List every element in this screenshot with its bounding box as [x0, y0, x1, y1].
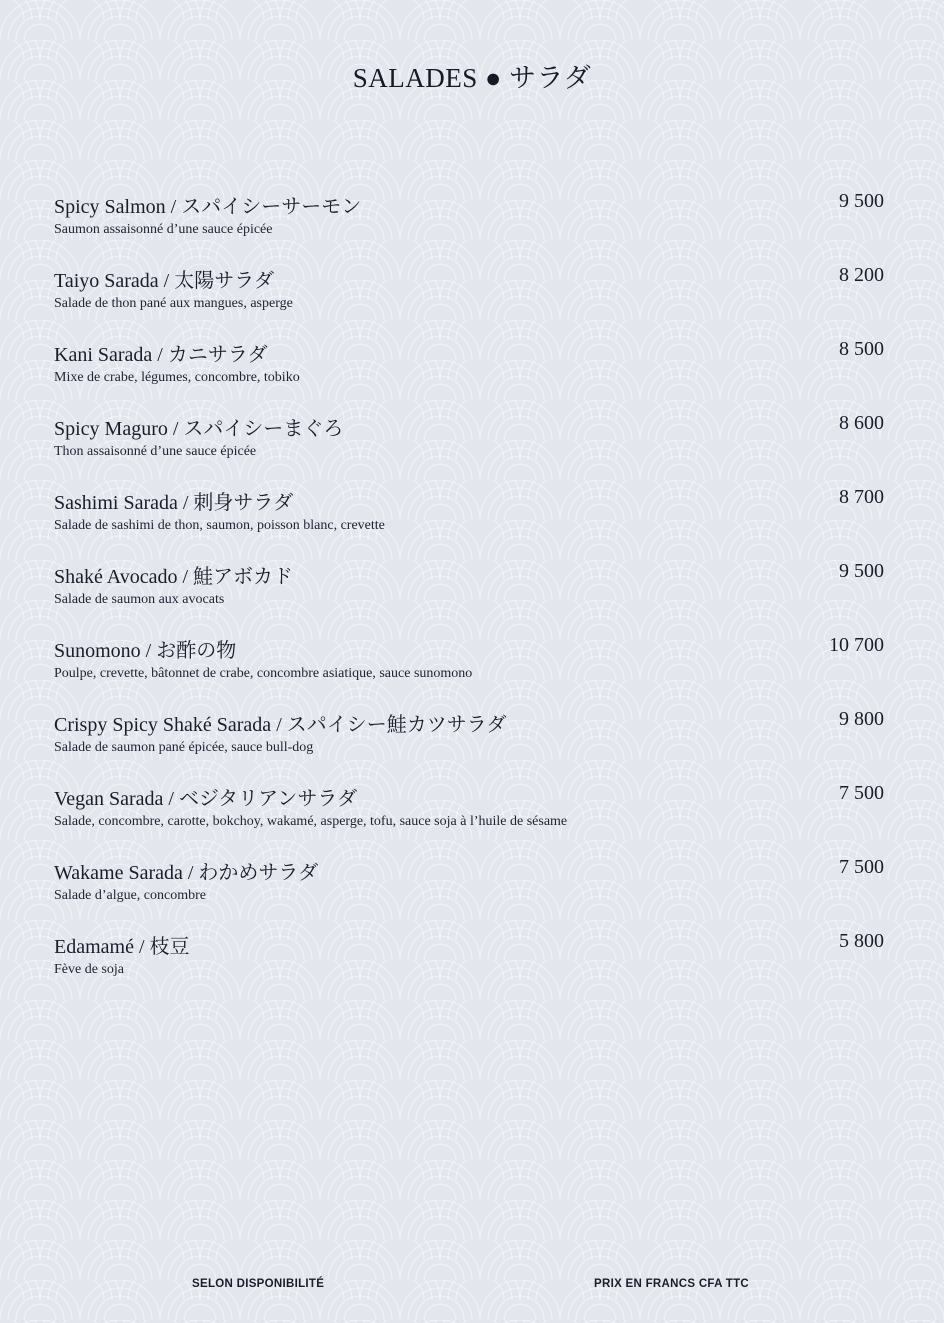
item-price: 9 500 [839, 190, 884, 212]
item-name: Sunomono / お酢の物 [54, 640, 237, 662]
menu-item [54, 782, 884, 856]
item-price: 8 200 [839, 264, 884, 286]
item-name: Spicy Maguro / スパイシーまぐろ [54, 418, 344, 440]
item-price: 8 700 [839, 486, 884, 508]
page-title: SALADES ● サラダ [352, 63, 592, 93]
item-description: Mixe de crabe, légumes, concombre, tobiko [54, 370, 300, 385]
menu-item [54, 486, 884, 560]
item-price: 9 500 [839, 560, 884, 582]
item-name: Crispy Spicy Shaké Sarada / スパイシー鮭カツサラダ [54, 714, 507, 736]
item-name: Taiyo Sarada / 太陽サラダ [54, 270, 275, 292]
item-description: Salade d’algue, concombre [54, 888, 206, 903]
item-description: Salade, concombre, carotte, bokchoy, wakamé, asperge, tofu, sauce soja à l’huile de sésame [54, 814, 568, 829]
availability-note: SELON DISPONIBILITÉ [192, 1278, 325, 1290]
item-price: 7 500 [839, 856, 884, 878]
menu-item [54, 634, 884, 708]
menu-item [54, 930, 884, 1004]
item-description: Thon assaisonné d’une sauce épicée [54, 444, 257, 459]
item-name: Shaké Avocado / 鮭アボカド [54, 566, 294, 588]
menu-list [54, 190, 884, 1004]
menu-item [54, 338, 884, 412]
item-price: 9 800 [839, 708, 884, 730]
item-name: Kani Sarada / カニサラダ [54, 344, 268, 366]
item-description: Salade de thon pané aux mangues, asperge [54, 296, 293, 311]
menu-item [54, 412, 884, 486]
item-description: Salade de sashimi de thon, saumon, poisson blanc, crevette [54, 518, 385, 533]
menu-item [54, 264, 884, 338]
item-description: Saumon assaisonné d’une sauce épicée [54, 222, 273, 237]
item-name: Spicy Salmon / スパイシーサーモン [54, 196, 362, 218]
menu-item [54, 190, 884, 264]
item-price: 8 500 [839, 338, 884, 360]
item-description: Salade de saumon pané épicée, sauce bull-dog [54, 740, 314, 755]
item-name: Edamamé / 枝豆 [54, 936, 190, 958]
item-description: Poulpe, crevette, bâtonnet de crabe, concombre asiatique, sauce sunomono [54, 666, 473, 681]
item-description: Fève de soja [54, 962, 124, 977]
menu-item [54, 560, 884, 634]
item-name: Vegan Sarada / ベジタリアンサラダ [54, 788, 358, 810]
currency-note: PRIX EN FRANCS CFA TTC [594, 1278, 750, 1290]
item-price: 8 600 [839, 412, 884, 434]
item-price: 5 800 [839, 930, 884, 952]
item-name: Wakame Sarada / わかめサラダ [54, 862, 319, 884]
item-name: Sashimi Sarada / 刺身サラダ [54, 492, 294, 514]
menu-item [54, 856, 884, 930]
item-price: 7 500 [839, 782, 884, 804]
menu-item [54, 708, 884, 782]
item-description: Salade de saumon aux avocats [54, 592, 225, 607]
item-price: 10 700 [829, 634, 884, 656]
